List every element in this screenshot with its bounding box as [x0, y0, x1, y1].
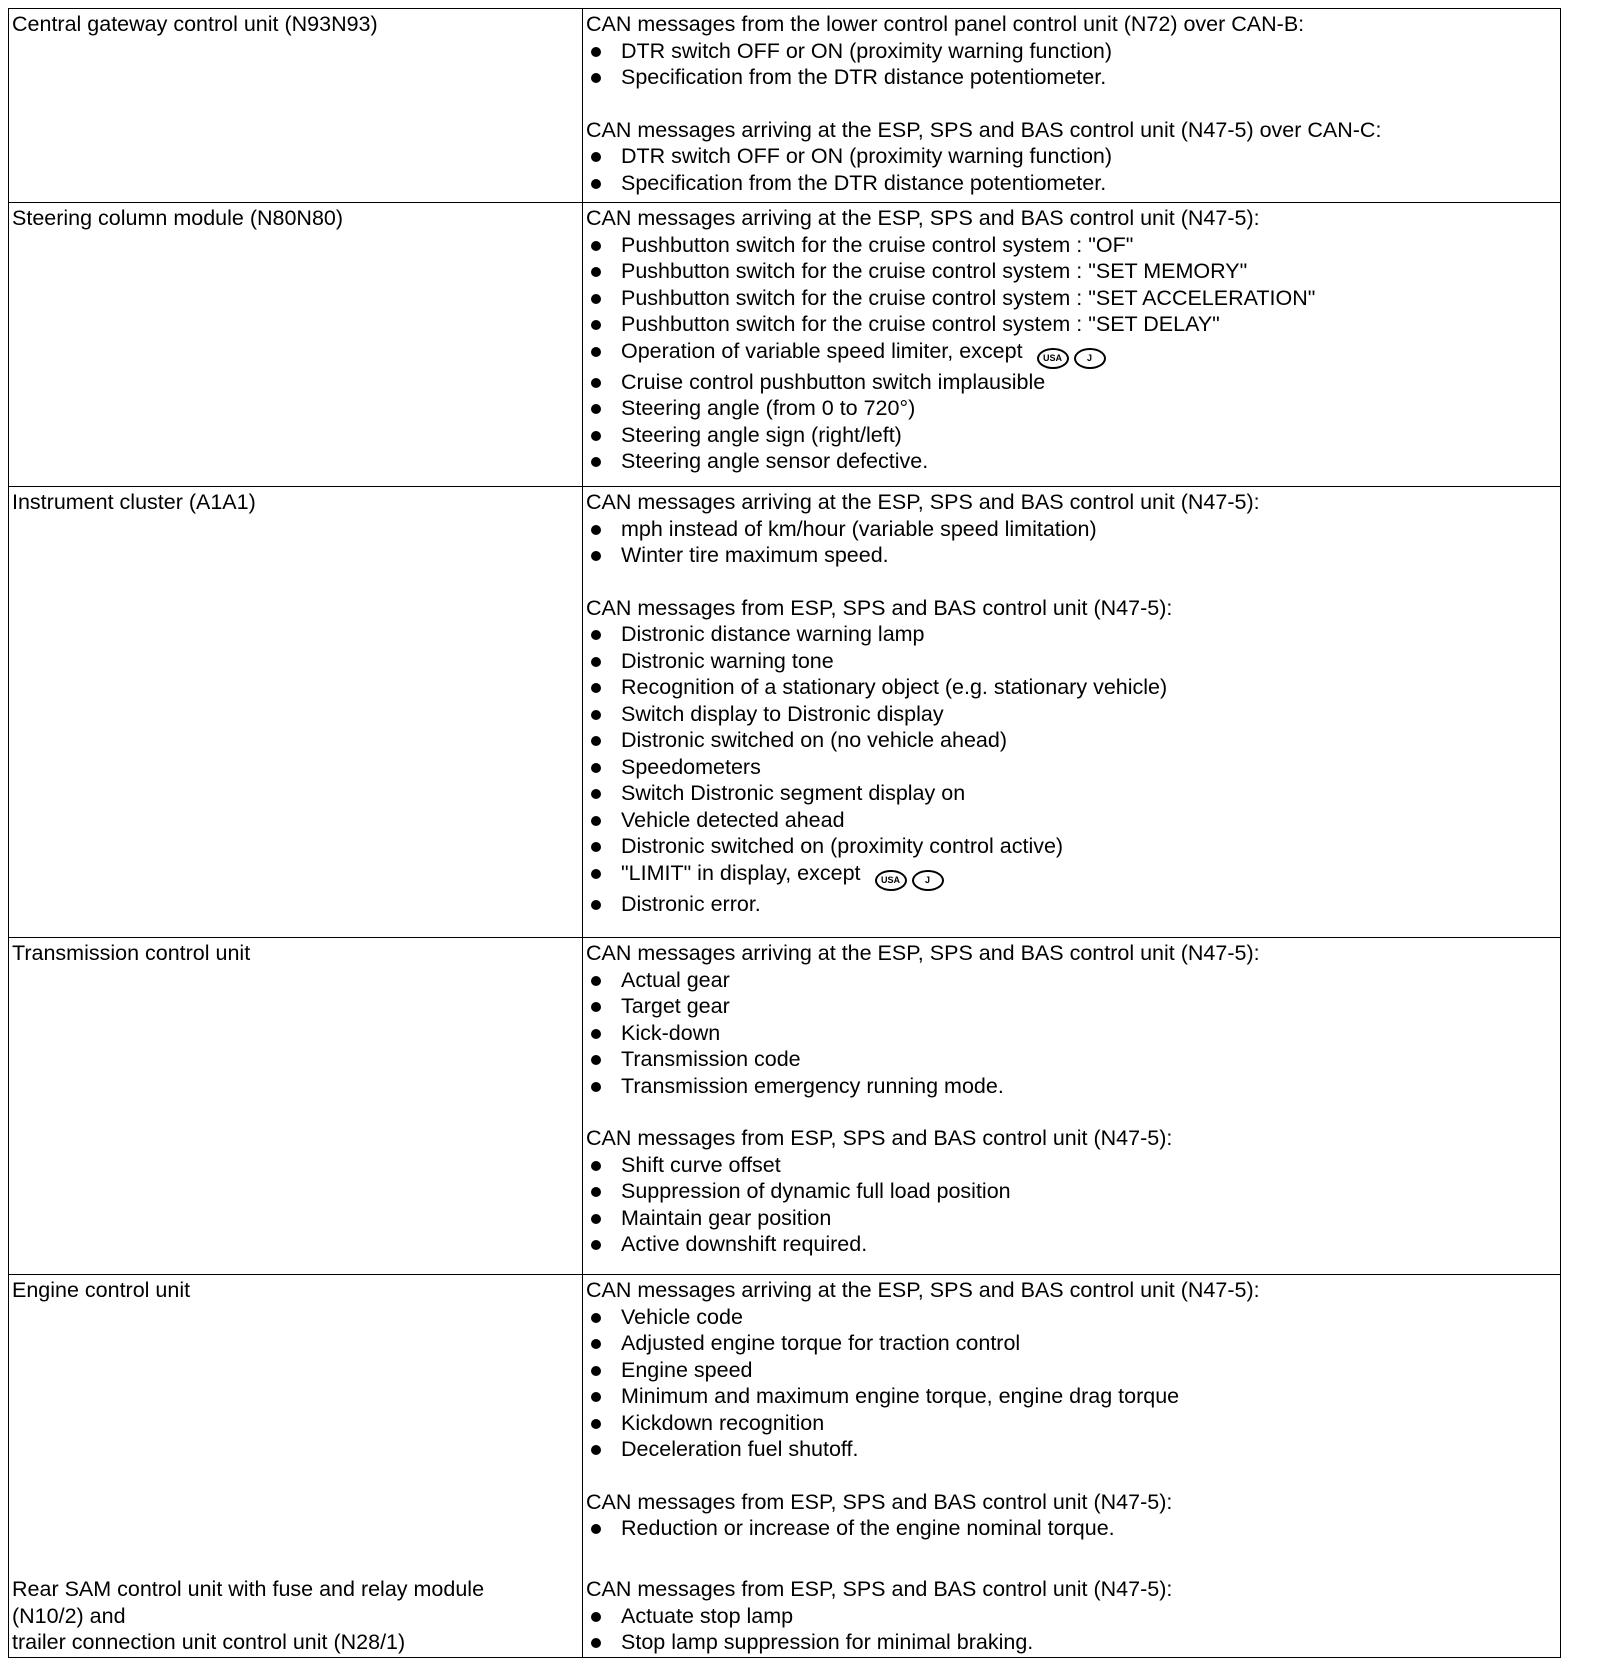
- list-item: Switch display to Distronic display: [586, 701, 1557, 728]
- usa-country-icon: USA: [875, 870, 907, 891]
- message-group: [586, 117, 1557, 197]
- list-item: Shift curve offset: [586, 1152, 1557, 1179]
- japan-country-icon: J: [1074, 348, 1106, 369]
- table-row: [9, 938, 1561, 1275]
- message-group: [586, 1277, 1557, 1463]
- group-heading: CAN messages from ESP, SPS and BAS control unit (N47-5):: [586, 1126, 1173, 1150]
- group-heading: CAN messages from ESP, SPS and BAS control unit (N47-5):: [586, 595, 1173, 620]
- bullet-list: [586, 1603, 1557, 1656]
- list-item: Engine speed: [586, 1357, 1557, 1384]
- message-group: [586, 489, 1557, 569]
- list-item: "LIMIT" in display, except USA J: [586, 860, 1557, 891]
- can-messages-table: [8, 8, 1561, 1658]
- control-unit-line: trailer connection unit control unit (N28/1): [12, 1630, 406, 1654]
- list-item: Distronic distance warning lamp: [586, 621, 1557, 648]
- list-item: Winter tire maximum speed.: [586, 542, 1557, 569]
- list-item: Reduction or increase of the engine nominal torque.: [586, 1515, 1557, 1542]
- messages-cell: [583, 938, 1561, 1275]
- list-item: Distronic switched on (no vehicle ahead): [586, 727, 1557, 754]
- list-item: Suppression of dynamic full load position: [586, 1178, 1557, 1205]
- list-item: Minimum and maximum engine torque, engine drag torque: [586, 1383, 1557, 1410]
- except-country-icons: [875, 870, 944, 891]
- list-item: Vehicle detected ahead: [586, 807, 1557, 834]
- list-item: Steering angle (from 0 to 720°): [586, 395, 1557, 422]
- list-item: Pushbutton switch for the cruise control system : "SET ACCELERATION": [586, 285, 1557, 312]
- list-item: Adjusted engine torque for traction control: [586, 1330, 1557, 1357]
- messages-cell: [583, 487, 1561, 938]
- control-unit-cell: [9, 1574, 583, 1657]
- control-unit-cell: Steering column module (N80N80): [9, 203, 583, 487]
- control-unit-line: (N10/2) and: [12, 1603, 126, 1628]
- list-item: Steering angle sign (right/left): [586, 422, 1557, 449]
- message-group: [586, 11, 1557, 91]
- bullet-list: [586, 232, 1557, 475]
- bullet-list: [586, 967, 1557, 1100]
- list-item: Distronic warning tone: [586, 648, 1557, 675]
- list-item: Target gear: [586, 993, 1557, 1020]
- bullet-list: [586, 1304, 1557, 1463]
- list-item: Deceleration fuel shutoff.: [586, 1436, 1557, 1463]
- message-group: [586, 205, 1557, 475]
- list-item: Maintain gear position: [586, 1205, 1557, 1232]
- japan-country-icon: J: [912, 870, 944, 891]
- control-unit-cell: Instrument cluster (A1A1): [9, 487, 583, 938]
- messages-cell: [583, 1275, 1561, 1575]
- list-item: Steering angle sensor defective.: [586, 448, 1557, 475]
- table-row: [9, 9, 1561, 203]
- list-item: Kick-down: [586, 1020, 1557, 1047]
- message-group: [586, 940, 1557, 1099]
- bullet-list: [586, 143, 1557, 196]
- group-heading: CAN messages arriving at the ESP, SPS and BAS control unit (N47-5):: [586, 1278, 1260, 1302]
- group-heading: CAN messages arriving at the ESP, SPS and BAS control unit (N47-5):: [586, 941, 1260, 965]
- list-item: Stop lamp suppression for minimal braking.: [586, 1629, 1557, 1656]
- list-item: Actual gear: [586, 967, 1557, 994]
- message-group: [586, 595, 1557, 918]
- group-heading: CAN messages from the lower control panel control unit (N72) over CAN-B:: [586, 12, 1305, 36]
- bullet-list: [586, 38, 1557, 91]
- control-unit-line: Rear SAM control unit with fuse and relay module: [12, 1577, 485, 1601]
- list-item: Pushbutton switch for the cruise control system : "OF": [586, 232, 1557, 259]
- table-row: [9, 1574, 1561, 1657]
- table-row: [9, 487, 1561, 938]
- group-heading: CAN messages arriving at the ESP, SPS and BAS control unit (N47-5):: [586, 490, 1260, 514]
- usa-country-icon: USA: [1037, 348, 1069, 369]
- list-item: Actuate stop lamp: [586, 1603, 1557, 1630]
- list-item: Speedometers: [586, 754, 1557, 781]
- list-item: Recognition of a stationary object (e.g. stationary vehicle): [586, 674, 1557, 701]
- control-unit-cell: Engine control unit: [9, 1275, 583, 1575]
- control-unit-cell: Central gateway control unit (N93N93): [9, 9, 583, 203]
- list-item: Operation of variable speed limiter, except USA J: [586, 338, 1557, 369]
- group-heading: CAN messages arriving at the ESP, SPS and BAS control unit (N47-5):: [586, 206, 1260, 230]
- list-item: Transmission code: [586, 1046, 1557, 1073]
- bullet-list: [586, 1515, 1557, 1542]
- list-item: Switch Distronic segment display on: [586, 780, 1557, 807]
- message-group: [586, 1576, 1557, 1656]
- list-item: mph instead of km/hour (variable speed limitation): [586, 516, 1557, 543]
- list-item: Specification from the DTR distance potentiometer.: [586, 64, 1557, 91]
- list-item: Cruise control pushbutton switch implausible: [586, 369, 1557, 396]
- group-heading: CAN messages from ESP, SPS and BAS control unit (N47-5):: [586, 1489, 1173, 1514]
- group-heading: CAN messages from ESP, SPS and BAS control unit (N47-5):: [586, 1577, 1173, 1601]
- control-unit-cell: Transmission control unit: [9, 938, 583, 1275]
- list-item: Vehicle code: [586, 1304, 1557, 1331]
- list-item: DTR switch OFF or ON (proximity warning function): [586, 143, 1557, 170]
- list-item: DTR switch OFF or ON (proximity warning function): [586, 38, 1557, 65]
- message-group: [586, 1489, 1557, 1542]
- except-country-icons: [1037, 348, 1106, 369]
- list-item: Pushbutton switch for the cruise control system : "SET MEMORY": [586, 258, 1557, 285]
- table-row: [9, 203, 1561, 487]
- list-item: Pushbutton switch for the cruise control system : "SET DELAY": [586, 311, 1557, 338]
- list-item: Active downshift required.: [586, 1231, 1557, 1258]
- list-item: Kickdown recognition: [586, 1410, 1557, 1437]
- messages-cell: [583, 9, 1561, 203]
- table-row: [9, 1275, 1561, 1575]
- bullet-list: [586, 516, 1557, 569]
- list-item: Distronic switched on (proximity control active): [586, 833, 1557, 860]
- group-heading: CAN messages arriving at the ESP, SPS and BAS control unit (N47-5) over CAN-C:: [586, 117, 1382, 142]
- bullet-list: [586, 621, 1557, 917]
- bullet-list: [586, 1152, 1557, 1258]
- messages-cell: [583, 1574, 1561, 1657]
- list-item: Distronic error.: [586, 891, 1557, 918]
- list-item: Specification from the DTR distance potentiometer.: [586, 170, 1557, 197]
- message-group: [586, 1125, 1557, 1258]
- list-item: Transmission emergency running mode.: [586, 1073, 1557, 1100]
- messages-cell: [583, 203, 1561, 487]
